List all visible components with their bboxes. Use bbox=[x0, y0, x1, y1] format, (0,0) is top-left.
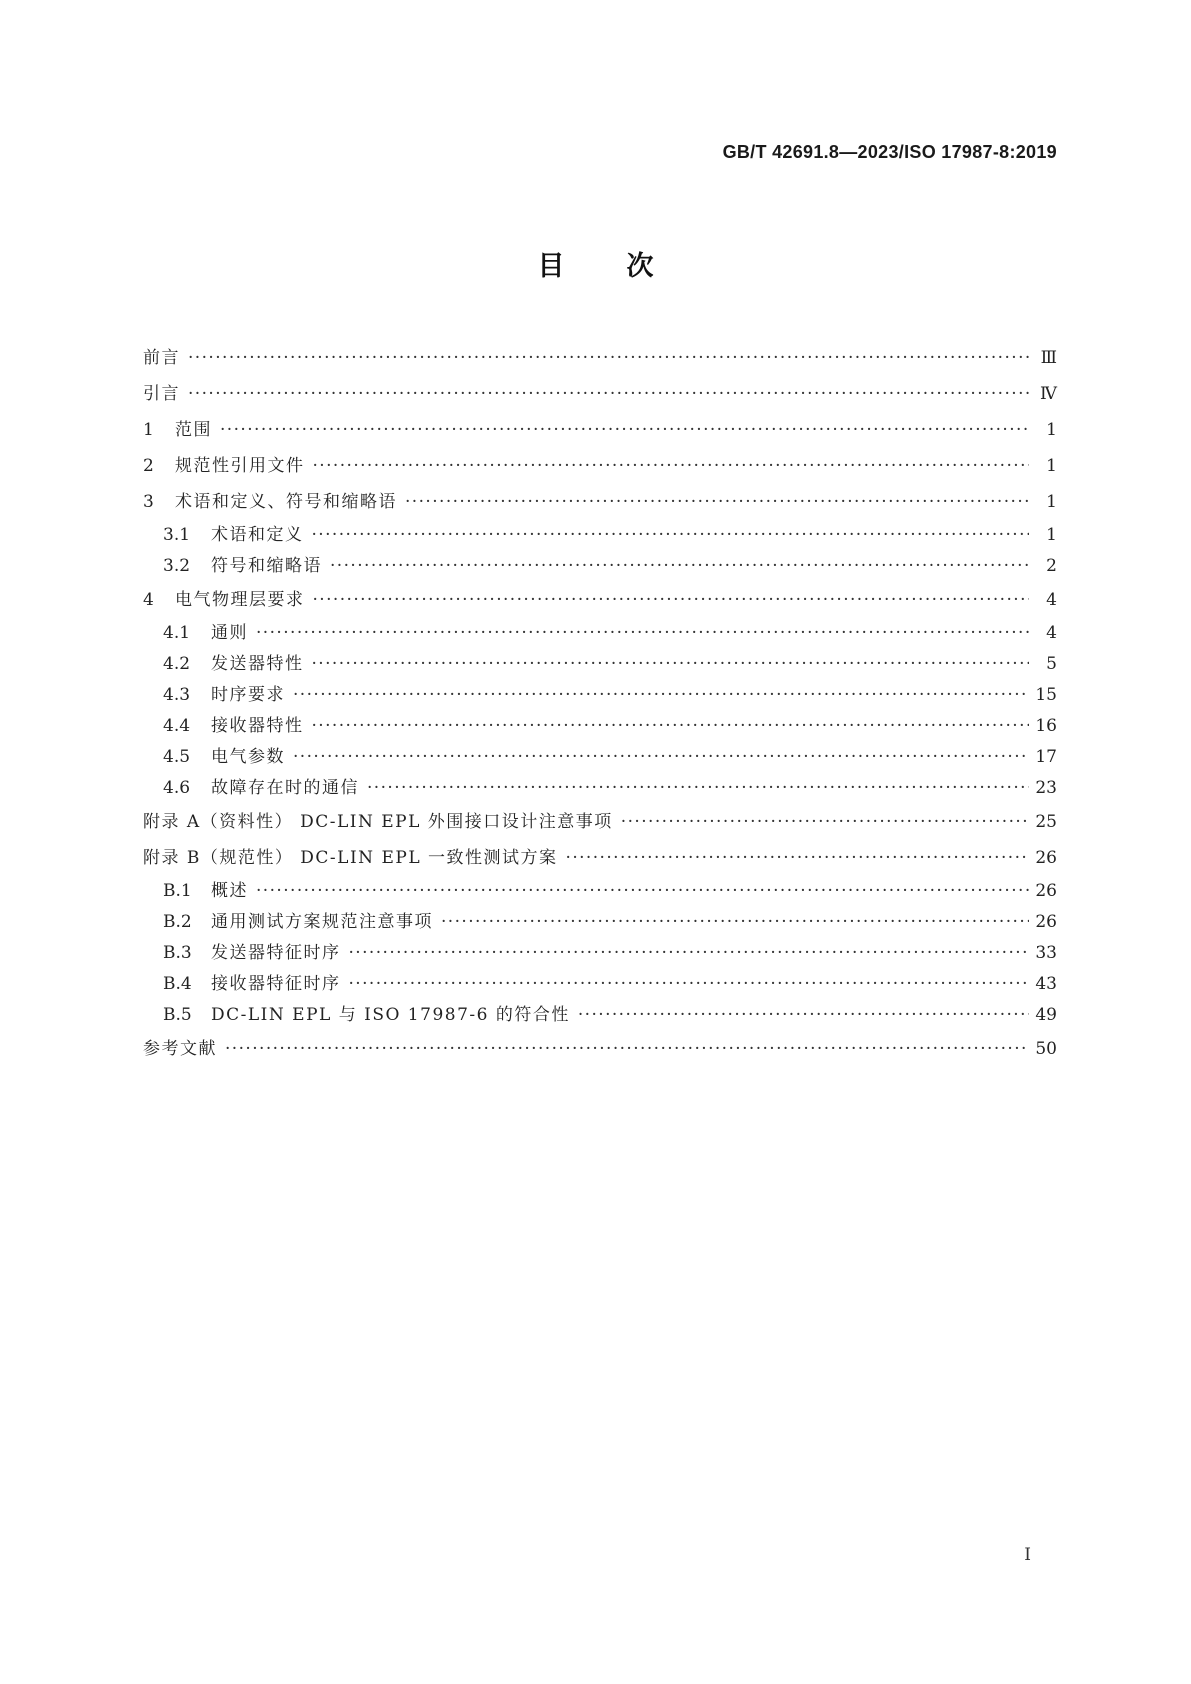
toc-entry[interactable] bbox=[143, 938, 1057, 969]
toc-entry-label: 接收器特性 bbox=[211, 716, 304, 736]
toc-entry-number: 4.1 bbox=[163, 623, 191, 643]
toc-entry-page: 26 bbox=[1035, 912, 1057, 932]
toc-entry-label: 参考文献 bbox=[143, 1039, 217, 1059]
toc-entry[interactable] bbox=[143, 551, 1057, 582]
toc-dot-leader bbox=[349, 969, 1030, 1000]
toc-entry-number: 4.2 bbox=[163, 654, 191, 674]
toc-entry[interactable] bbox=[143, 773, 1057, 804]
toc-entry-page: 1 bbox=[1046, 492, 1057, 512]
page-number: I bbox=[1024, 1545, 1031, 1565]
toc-entry[interactable] bbox=[143, 711, 1057, 742]
toc-entry[interactable] bbox=[143, 582, 1057, 618]
toc-entry-page: 4 bbox=[1046, 590, 1057, 610]
toc-entry-page: 23 bbox=[1035, 778, 1057, 798]
toc-entry-label: 术语和定义、符号和缩略语 bbox=[175, 492, 397, 512]
toc-dot-leader bbox=[293, 680, 1029, 711]
toc-entry[interactable] bbox=[143, 1031, 1057, 1067]
toc-dot-leader bbox=[312, 711, 1030, 742]
toc-entry[interactable] bbox=[143, 907, 1057, 938]
page-title: 目次 bbox=[537, 251, 716, 282]
toc-entry-page: 25 bbox=[1035, 812, 1057, 832]
toc-entry[interactable] bbox=[143, 412, 1057, 448]
toc-entry-label: 接收器特征时序 bbox=[211, 974, 341, 994]
toc-entry-number: 4.4 bbox=[163, 716, 191, 736]
toc-entry-label: 通则 bbox=[211, 623, 248, 643]
toc-entry-label: 附录 A（资料性） DC-LIN EPL 外围接口设计注意事项 bbox=[143, 812, 613, 832]
toc-dot-leader bbox=[349, 938, 1030, 969]
toc-dot-leader bbox=[256, 618, 1029, 649]
toc-entry-label: 前言 bbox=[143, 348, 180, 368]
toc-entry-page: 1 bbox=[1046, 525, 1057, 545]
toc-entry-page: 1 bbox=[1046, 456, 1057, 476]
table-of-contents bbox=[143, 340, 1057, 1067]
toc-entry[interactable] bbox=[143, 448, 1057, 484]
toc-entry[interactable] bbox=[143, 876, 1057, 907]
toc-entry-number: 1 bbox=[143, 420, 154, 440]
toc-entry[interactable] bbox=[143, 340, 1057, 376]
toc-dot-leader bbox=[312, 649, 1030, 680]
toc-entry-number: 3 bbox=[143, 492, 154, 512]
toc-entry-number: B.5 bbox=[163, 1005, 192, 1025]
toc-entry-number: 4.5 bbox=[163, 747, 191, 767]
toc-dot-leader bbox=[188, 376, 1029, 412]
toc-dot-leader bbox=[313, 582, 1030, 618]
toc-entry[interactable] bbox=[143, 1000, 1057, 1031]
toc-entry[interactable] bbox=[143, 520, 1057, 551]
toc-entry-page: 17 bbox=[1035, 747, 1057, 767]
toc-entry-page: 49 bbox=[1035, 1005, 1057, 1025]
toc-entry-page: 26 bbox=[1035, 881, 1057, 901]
toc-entry-label: 概述 bbox=[211, 881, 248, 901]
toc-entry-page: 50 bbox=[1035, 1039, 1057, 1059]
toc-entry-number: 3.1 bbox=[163, 525, 191, 545]
toc-dot-leader bbox=[578, 1000, 1029, 1031]
toc-entry-number: 4.6 bbox=[163, 778, 191, 798]
toc-dot-leader bbox=[312, 520, 1030, 551]
toc-entry-page: 15 bbox=[1035, 685, 1057, 705]
toc-entry-label: 发送器特性 bbox=[211, 654, 304, 674]
toc-dot-leader bbox=[313, 448, 1030, 484]
toc-dot-leader bbox=[566, 840, 1029, 876]
toc-entry-page: 1 bbox=[1046, 420, 1057, 440]
toc-entry-label: DC-LIN EPL 与 ISO 17987-6 的符合性 bbox=[211, 1005, 570, 1025]
toc-entry-number: 3.2 bbox=[163, 556, 191, 576]
toc-entry-page: 4 bbox=[1046, 623, 1057, 643]
toc-dot-leader bbox=[188, 340, 1029, 376]
toc-dot-leader bbox=[225, 1031, 1029, 1067]
toc-dot-leader bbox=[367, 773, 1029, 804]
toc-entry[interactable] bbox=[143, 649, 1057, 680]
toc-entry-label: 时序要求 bbox=[211, 685, 285, 705]
toc-entry[interactable] bbox=[143, 484, 1057, 520]
toc-entry[interactable] bbox=[143, 618, 1057, 649]
toc-entry-page: 33 bbox=[1035, 943, 1057, 963]
toc-dot-leader bbox=[330, 551, 1029, 582]
toc-dot-leader bbox=[405, 484, 1029, 520]
toc-entry-number: B.4 bbox=[163, 974, 192, 994]
toc-dot-leader bbox=[256, 876, 1029, 907]
toc-entry[interactable] bbox=[143, 376, 1057, 412]
toc-entry[interactable] bbox=[143, 969, 1057, 1000]
toc-entry-number: B.3 bbox=[163, 943, 192, 963]
toc-entry-label: 引言 bbox=[143, 384, 180, 404]
toc-entry[interactable] bbox=[143, 680, 1057, 711]
toc-entry-page: Ⅲ bbox=[1040, 348, 1057, 368]
toc-entry-page: 5 bbox=[1046, 654, 1057, 674]
toc-entry-label: 规范性引用文件 bbox=[175, 456, 305, 476]
toc-entry-page: 26 bbox=[1035, 848, 1057, 868]
toc-entry-number: B.1 bbox=[163, 881, 192, 901]
toc-entry-number: 2 bbox=[143, 456, 154, 476]
toc-entry-page: 43 bbox=[1035, 974, 1057, 994]
toc-entry-label: 电气物理层要求 bbox=[175, 590, 305, 610]
toc-entry-label: 附录 B（规范性） DC-LIN EPL 一致性测试方案 bbox=[143, 848, 558, 868]
document-code: GB/T 42691.8—2023/ISO 17987-8:2019 bbox=[722, 142, 1057, 162]
toc-dot-leader bbox=[621, 804, 1029, 840]
toc-entry-label: 符号和缩略语 bbox=[211, 556, 322, 576]
toc-dot-leader bbox=[293, 742, 1029, 773]
toc-entry-label: 范围 bbox=[175, 420, 212, 440]
toc-entry-label: 故障存在时的通信 bbox=[211, 778, 359, 798]
toc-entry-label: 术语和定义 bbox=[211, 525, 304, 545]
toc-entry-number: 4 bbox=[143, 590, 154, 610]
toc-entry-page: 16 bbox=[1035, 716, 1057, 736]
toc-entry-page: Ⅳ bbox=[1040, 384, 1057, 404]
toc-entry-number: B.2 bbox=[163, 912, 192, 932]
toc-dot-leader bbox=[441, 907, 1029, 938]
toc-entry-page: 2 bbox=[1046, 556, 1057, 576]
toc-entry-label: 电气参数 bbox=[211, 747, 285, 767]
toc-entry-number: 4.3 bbox=[163, 685, 191, 705]
toc-entry[interactable] bbox=[143, 804, 1057, 840]
toc-entry[interactable] bbox=[143, 742, 1057, 773]
toc-dot-leader bbox=[220, 412, 1029, 448]
toc-entry-label: 发送器特征时序 bbox=[211, 943, 341, 963]
toc-entry[interactable] bbox=[143, 840, 1057, 876]
toc-entry-label: 通用测试方案规范注意事项 bbox=[211, 912, 433, 932]
